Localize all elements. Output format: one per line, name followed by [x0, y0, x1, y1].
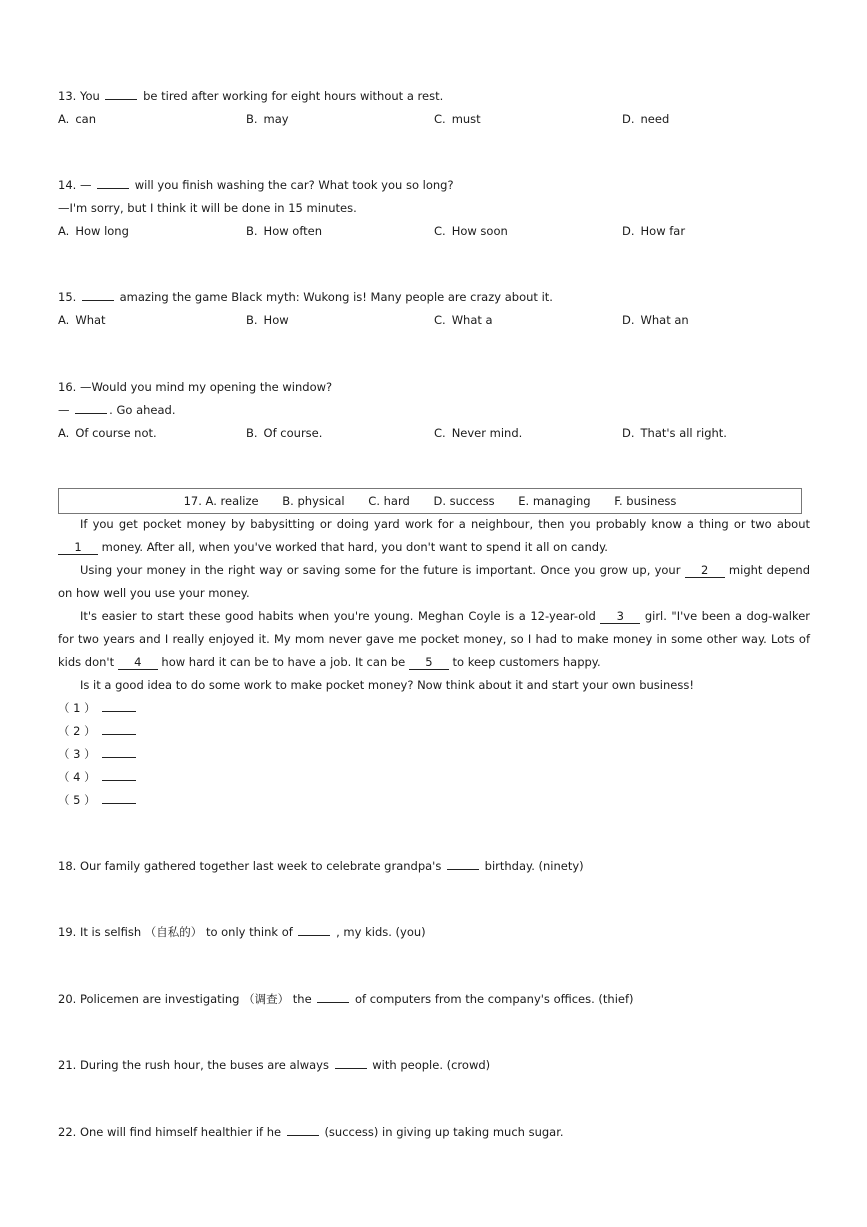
- option-letter: B.: [246, 112, 258, 126]
- passage-text: If you get pocket money by babysitting or doing yard work for a neighbour, then you probably know a thing or two about: [80, 517, 810, 531]
- stem-text: will you finish washing the car? What took you so long?: [134, 178, 454, 192]
- answer-blank: [102, 699, 136, 712]
- option-letter: D.: [622, 112, 635, 126]
- word-bank-item: F. business: [614, 494, 677, 508]
- option-letter: A.: [58, 112, 70, 126]
- option-text: What a: [451, 313, 493, 327]
- option-d: [622, 422, 727, 445]
- answer-blank: [102, 722, 136, 735]
- numbered-blank-1: 1: [58, 540, 98, 555]
- answer-blank: [75, 401, 107, 414]
- option-letter: B.: [246, 426, 258, 440]
- option-text: That's all right.: [640, 426, 727, 440]
- stem-text: of computers from the company's offices. (thief): [354, 992, 634, 1006]
- stem-text: 21. During the rush hour, the buses are always: [58, 1058, 329, 1072]
- option-text: How soon: [451, 224, 508, 238]
- options-row: [58, 220, 810, 243]
- passage-paragraph-3: [58, 605, 810, 674]
- answer-slot-3: [58, 743, 258, 766]
- option-c: [434, 309, 493, 332]
- option-text: Never mind.: [451, 426, 523, 440]
- word-bank-box: [58, 488, 802, 514]
- option-text: What an: [640, 313, 689, 327]
- question-20: [58, 988, 810, 1011]
- question-16-stem: 16. —Would you mind my opening the window?: [58, 380, 333, 394]
- stem-text: 15.: [58, 290, 77, 304]
- stem-text: birthday. (ninety): [484, 859, 584, 873]
- question-16-response: [58, 399, 810, 422]
- option-text: Of course not.: [75, 426, 157, 440]
- answer-blank: [317, 990, 349, 1003]
- passage-paragraph-1: [58, 513, 810, 559]
- stem-text: 18. Our family gathered together last week to celebrate grandpa's: [58, 859, 442, 873]
- passage-text: money. After all, when you've worked that hard, you don't want to spend it all on candy.: [101, 540, 608, 554]
- question-22: [58, 1121, 810, 1144]
- option-letter: D.: [622, 426, 635, 440]
- stem-text: 13. You: [58, 89, 100, 103]
- passage-text: might depend on how well you use your money.: [58, 563, 810, 600]
- stem-text: amazing the game Black myth: Wukong is! Many people are crazy about it.: [119, 290, 553, 304]
- stem-text: 19. It is selfish （自私的） to only think of: [58, 925, 293, 939]
- answer-number: （ 5 ）: [58, 793, 96, 807]
- answer-number: （ 2 ）: [58, 724, 96, 738]
- stem-text: (success) in giving up taking much sugar.: [324, 1125, 564, 1139]
- word-bank-item: B. physical: [282, 494, 345, 508]
- option-a: [58, 422, 157, 445]
- passage-text: how hard it can be to have a job. It can be: [161, 655, 406, 669]
- option-a: [58, 220, 129, 243]
- answer-number: （ 4 ）: [58, 770, 96, 784]
- option-b: [246, 220, 322, 243]
- passage-text: girl. "I've been a dog-walker for two years and I really enjoyed it. My mom never gave me pocket money, so I had to make money in some other way. Lots of kids don't: [58, 609, 810, 669]
- stem-text: 20. Policemen are investigating （调查） the: [58, 992, 312, 1006]
- option-a: [58, 309, 106, 332]
- word-bank-item: C. hard: [368, 494, 410, 508]
- option-b: [246, 309, 289, 332]
- question-14-stem: [58, 174, 810, 197]
- numbered-blank-5: 5: [409, 655, 449, 670]
- numbered-blank-4: 4: [118, 655, 158, 670]
- reading-passage: [58, 513, 810, 697]
- option-text: Of course.: [263, 426, 323, 440]
- passage-text: to keep customers happy.: [452, 655, 601, 669]
- numbered-blank-3: 3: [600, 609, 640, 624]
- option-a: [58, 108, 96, 131]
- passage-text: It's easier to start these good habits when you're young. Meghan Coyle is a 12-year-old: [80, 609, 596, 623]
- answer-blank: [102, 745, 136, 758]
- option-b: [246, 422, 322, 445]
- option-d: [622, 309, 689, 332]
- answer-blank: [335, 1056, 367, 1069]
- passage-paragraph-4: Is it a good idea to do some work to make pocket money? Now think about it and start your own business!: [80, 678, 694, 692]
- answer-blank: [102, 791, 136, 804]
- question-13: [58, 85, 810, 131]
- question-19: [58, 921, 810, 944]
- option-letter: D.: [622, 224, 635, 238]
- question-18: [58, 855, 810, 878]
- option-letter: C.: [434, 313, 446, 327]
- stem-text: 22. One will find himself healthier if he: [58, 1125, 282, 1139]
- answer-blank: [298, 923, 330, 936]
- answer-blank: [105, 87, 137, 100]
- word-bank-item: E. managing: [518, 494, 591, 508]
- answer-slot-2: [58, 720, 258, 743]
- options-row: [58, 309, 810, 332]
- options-row: [58, 422, 810, 445]
- option-text: How: [263, 313, 289, 327]
- question-14: [58, 174, 810, 243]
- option-c: [434, 220, 508, 243]
- answer-blank: [102, 768, 136, 781]
- option-d: [622, 220, 685, 243]
- option-letter: D.: [622, 313, 635, 327]
- option-text: may: [263, 112, 289, 126]
- stem-text: be tired after working for eight hours without a rest.: [143, 89, 444, 103]
- option-text: How often: [263, 224, 323, 238]
- question-14-response: —I'm sorry, but I think it will be done in 15 minutes.: [58, 201, 357, 215]
- word-bank-item: D. success: [433, 494, 495, 508]
- option-letter: A.: [58, 313, 70, 327]
- option-c: [434, 108, 481, 131]
- options-row: [58, 108, 810, 131]
- answer-blank: [287, 1123, 319, 1136]
- option-text: What: [75, 313, 106, 327]
- answer-number: （ 1 ）: [58, 701, 96, 715]
- stem-text: with people. (crowd): [372, 1058, 491, 1072]
- option-letter: A.: [58, 426, 70, 440]
- option-d: [622, 108, 669, 131]
- option-c: [434, 422, 522, 445]
- option-b: [246, 108, 289, 131]
- numbered-blank-2: 2: [685, 563, 725, 578]
- question-15: [58, 286, 810, 332]
- question-13-stem: [58, 85, 810, 108]
- answer-number: （ 3 ）: [58, 747, 96, 761]
- answer-blank: [97, 176, 129, 189]
- question-15-stem: [58, 286, 810, 309]
- passage-paragraph-2: [58, 559, 810, 605]
- word-bank-item: 17. A. realize: [183, 494, 259, 508]
- stem-text: . Go ahead.: [109, 403, 176, 417]
- question-16: [58, 376, 810, 445]
- option-text: need: [640, 112, 670, 126]
- answer-slot-4: [58, 766, 258, 789]
- answer-blank: [447, 857, 479, 870]
- option-text: How far: [640, 224, 686, 238]
- option-letter: C.: [434, 224, 446, 238]
- option-letter: C.: [434, 426, 446, 440]
- option-letter: A.: [58, 224, 70, 238]
- option-text: How long: [75, 224, 129, 238]
- answer-blank: [82, 288, 114, 301]
- answer-slot-5: [58, 789, 258, 812]
- option-letter: B.: [246, 313, 258, 327]
- option-letter: B.: [246, 224, 258, 238]
- question-21: [58, 1054, 810, 1077]
- answer-slot-1: [58, 697, 258, 720]
- stem-text: —: [58, 403, 70, 417]
- stem-text: , my kids. (you): [336, 925, 426, 939]
- passage-text: Using your money in the right way or saving some for the future is important. Once you grow up, your: [80, 563, 681, 577]
- stem-text: 14. —: [58, 178, 92, 192]
- option-letter: C.: [434, 112, 446, 126]
- option-text: can: [75, 112, 96, 126]
- option-text: must: [451, 112, 481, 126]
